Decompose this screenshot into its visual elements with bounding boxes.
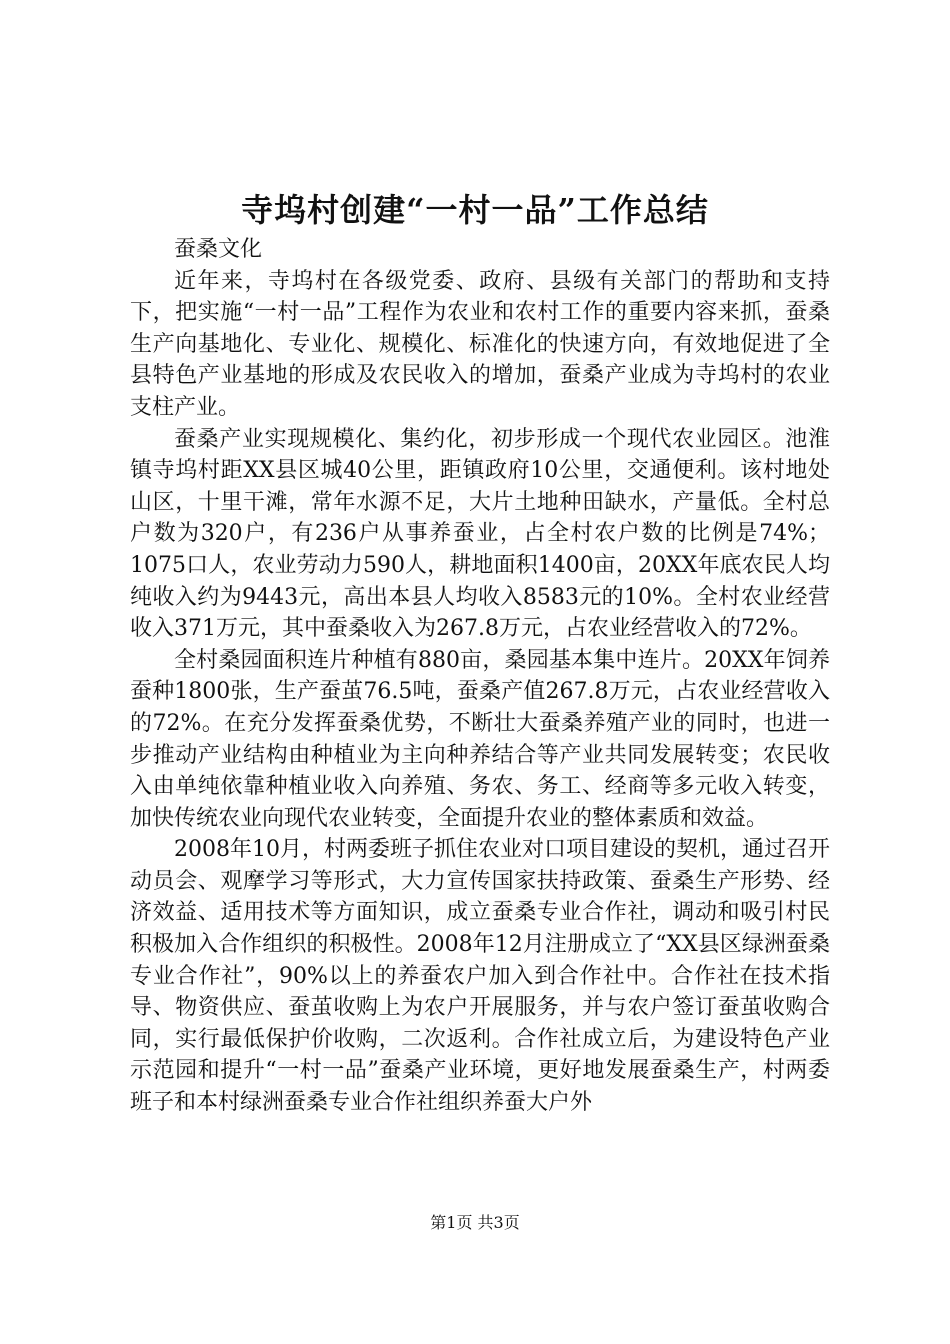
page-footer: 第1页 共3页 [430,1213,520,1232]
paragraph-2: 蚕桑产业实现规模化、集约化，初步形成一个现代农业园区。池淮镇寺坞村距XX县区城40公里，距镇政府10公里，交通便利。该村地处山区，十里干滩，常年水源不足，大片土地种田缺水，产量低。全村总户数为320户，有236户从事养蚕业，占全村农户数的比例是74%；1075口人，农业劳动力590人，耕地面积1400亩，20XX年底农民人均纯收入约为9443元，高出本县人均收入8583元的10%。全村农业经营收入371万元，其中蚕桑收入为267.8万元，占农业经营收入的72%。 [130,426,830,642]
section-subtitle: 蚕桑文化 [174,237,263,262]
document-body [130,234,830,1119]
document-title: 寺坞村创建“一村一品”工作总结 [241,191,709,229]
paragraph-3: 全村桑园面积连片种植有880亩，桑园基本集中连片。20XX年饲养蚕种1800张，生产蚕茧76.5吨，蚕桑产值267.8万元，占农业经营收入的72%。在充分发挥蚕桑优势，不断壮大蚕桑养殖产业的同时，也进一步推动产业结构由种植业为主向种养结合等产业共同发展转变；农民收入由单纯依靠种植业收入向养殖、务农、务工、经商等多元收入转变，加快传统农业向现代农业转变，全面提升农业的整体素质和效益。 [130,647,830,831]
paragraph-4: 2008年10月，村两委班子抓住农业对口项目建设的契机，通过召开动员会、观摩学习等形式，大力宣传国家扶持政策、蚕桑生产形势、经济效益、适用技术等方面知识，成立蚕桑专业合作社，调动和吸引村民积极加入合作组织的积极性。2008年12月注册成立了“XX县区绿洲蚕桑专业合作社”，90%以上的养蚕农户加入到合作社中。合作社在技术指导、物资供应、蚕茧收购上为农户开展服务，并与农户签订蚕茧收购合同，实行最低保护价收购，二次返利。合作社成立后，为建设特色产业示范园和提升“一村一品”蚕桑产业环境，更好地发展蚕桑生产，村两委班子和本村绿洲蚕桑专业合作社组织养蚕大户外 [130,837,831,1116]
paragraph-1: 近年来，寺坞村在各级党委、政府、县级有关部门的帮助和支持下，把实施“一村一品”工程作为农业和农村工作的重要内容来抓，蚕桑生产向基地化、专业化、规模化、标准化的快速方向，有效地促进了全县特色产业基地的形成及农民收入的增加，蚕桑产业成为寺坞村的农业支柱产业。 [130,268,830,420]
